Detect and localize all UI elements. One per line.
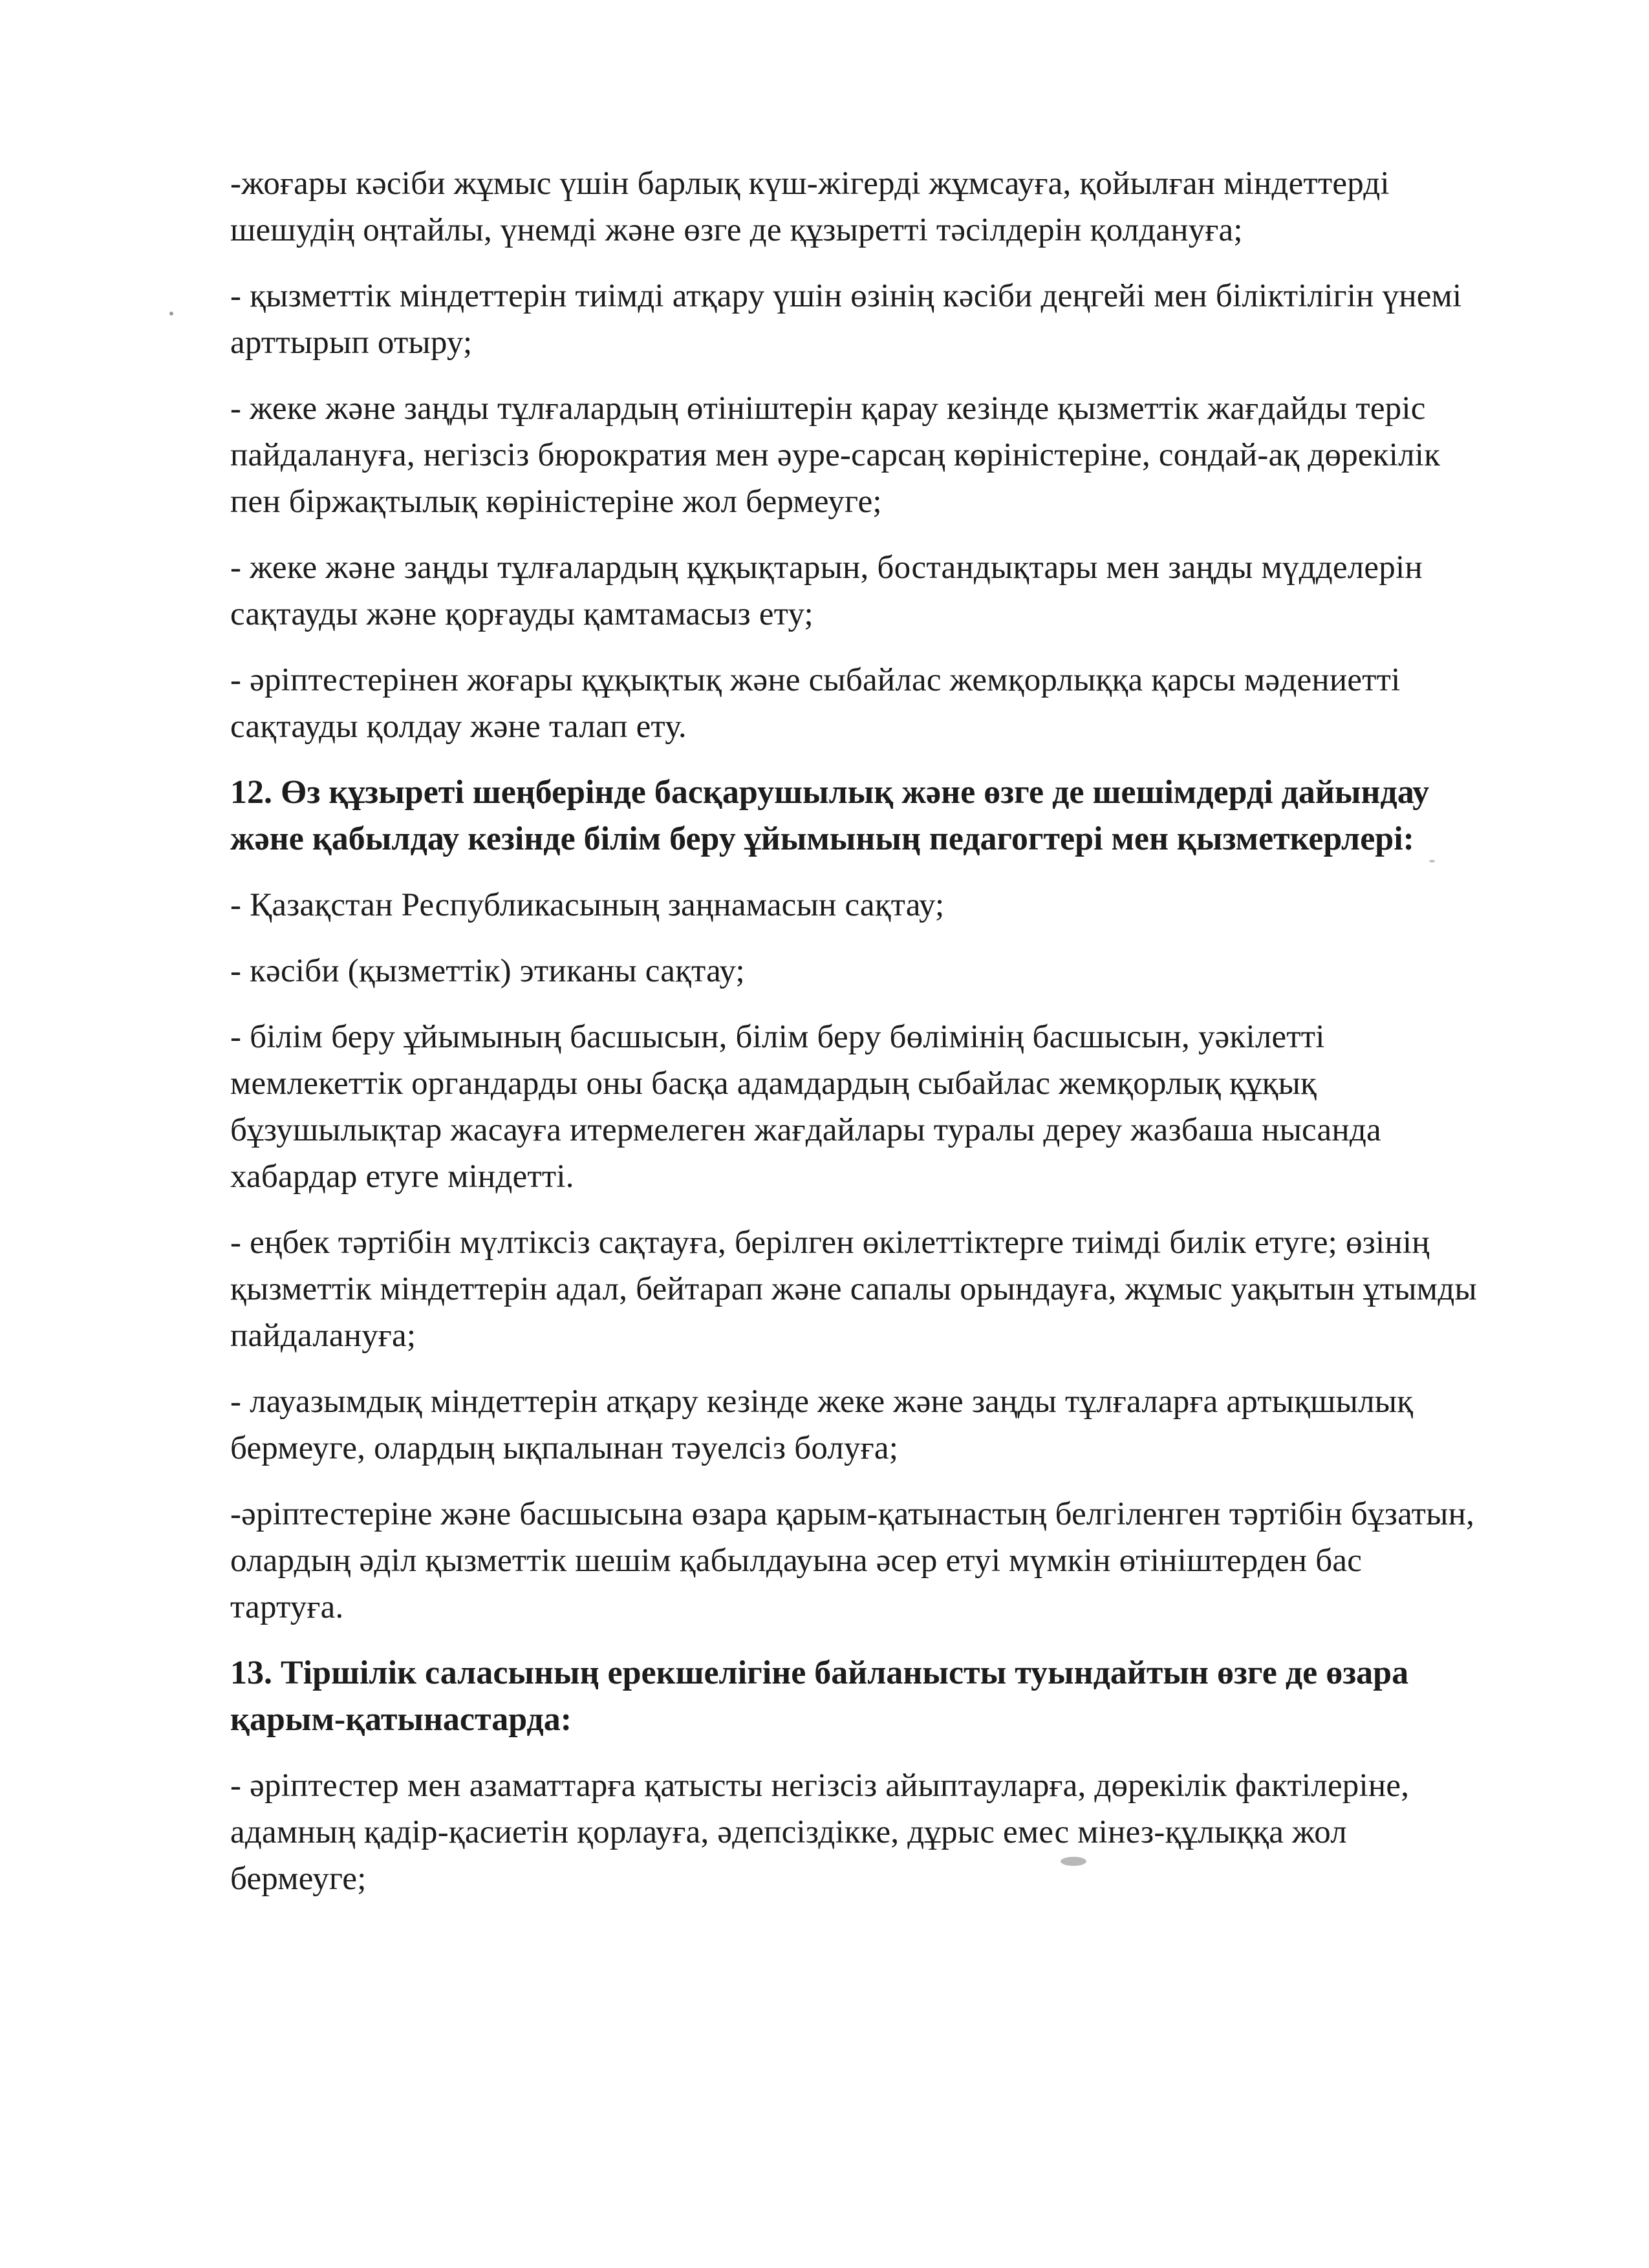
list-item: - жеке және заңды тұлғалардың өтініштерін қарау кезінде қызметтік жағдайды теріс пайдалануға, негізсіз бюрократия мен әуре-сарсаң көріністеріне, сондай-ақ дөрекілік пен біржақтылық көріністеріне жол бермеуге; <box>230 390 1441 520</box>
list-item: - кәсіби (қызметтік) этиканы сақтау; <box>230 953 745 989</box>
list-item: -жоғары кәсіби жұмыс үшін барлық күш-жігерді жұмсауға, қойылған міндеттерді шешудің оңтайлы, үнемді және өзге де құзыретті тәсілдерін қолдануға; <box>230 166 1390 248</box>
section-heading-13: 13. Тіршілік саласының ерекшелігіне байланысты туындайтын өзге де өзара қарым-қатынастарда: <box>230 1654 1409 1738</box>
list-item: -әріптестеріне және басшысына өзара қарым-қатынастың белгіленген тәртібін бұзатын, олардың әділ қызметтік шешім қабылдауына әсер етуі мүмкін өтініштерден бас тартуға. <box>230 1496 1475 1625</box>
list-item: - жеке және заңды тұлғалардың құқықтарын, бостандықтары мен заңды мүдделерін сақтауды және қорғауды қамтамасыз ету; <box>230 550 1423 632</box>
scan-speck <box>169 312 173 316</box>
list-item: - әріптестерінен жоғары құқықтық және сыбайлас жемқорлыққа қарсы мәдениетті сақтауды қолдау және талап ету. <box>230 662 1401 745</box>
list-item: - лауазымдық міндеттерін атқару кезінде жеке және заңды тұлғаларға артықшылық бермеуге, олардың ықпалынан тәуелсіз болуға; <box>230 1384 1414 1466</box>
list-item: - әріптестер мен азаматтарға қатысты негізсіз айыптауларға, дөрекілік фактілеріне, адамның қадір-қасиетін қорлауға, әдепсіздікке, дұрыс емес мінез-құлыққа жол бермеуге; <box>230 1768 1410 1897</box>
list-item: - қызметтік міндеттерін тиімді атқару үшін өзінің кәсіби деңгейі мен біліктілігін үнемі арттырып отыру; <box>230 278 1462 361</box>
section-heading-12: 12. Өз құзыреті шеңберінде басқарушылық және өзге де шешімдерді дайындау және қабылдау кезінде білім беру ұйымының педагогтері мен қызметкерлері: <box>230 774 1430 857</box>
list-item: - еңбек тәртібін мүлтіксіз сақтауға, берілген өкілеттіктерге тиімді билік етуге; өзінің қызметтік міндеттерін адал, бейтарап және сапалы орындауға, жұмыс уақытын ұтымды пайдалануға; <box>230 1225 1477 1354</box>
list-item: - білім беру ұйымының басшысын, білім беру бөлімінің басшысын, уәкілетті мемлекеттік органдарды оны басқа адамдардың сыбайлас жемқорлық құқық бұзушылықтар жасауға итермелеген жағдайлары туралы дереу жазбаша нысанда хабардар етуге міндетті. <box>230 1019 1381 1195</box>
list-item: - Қазақстан Республикасының заңнамасын сақтау; <box>230 887 945 923</box>
document-body <box>230 160 1478 1921</box>
